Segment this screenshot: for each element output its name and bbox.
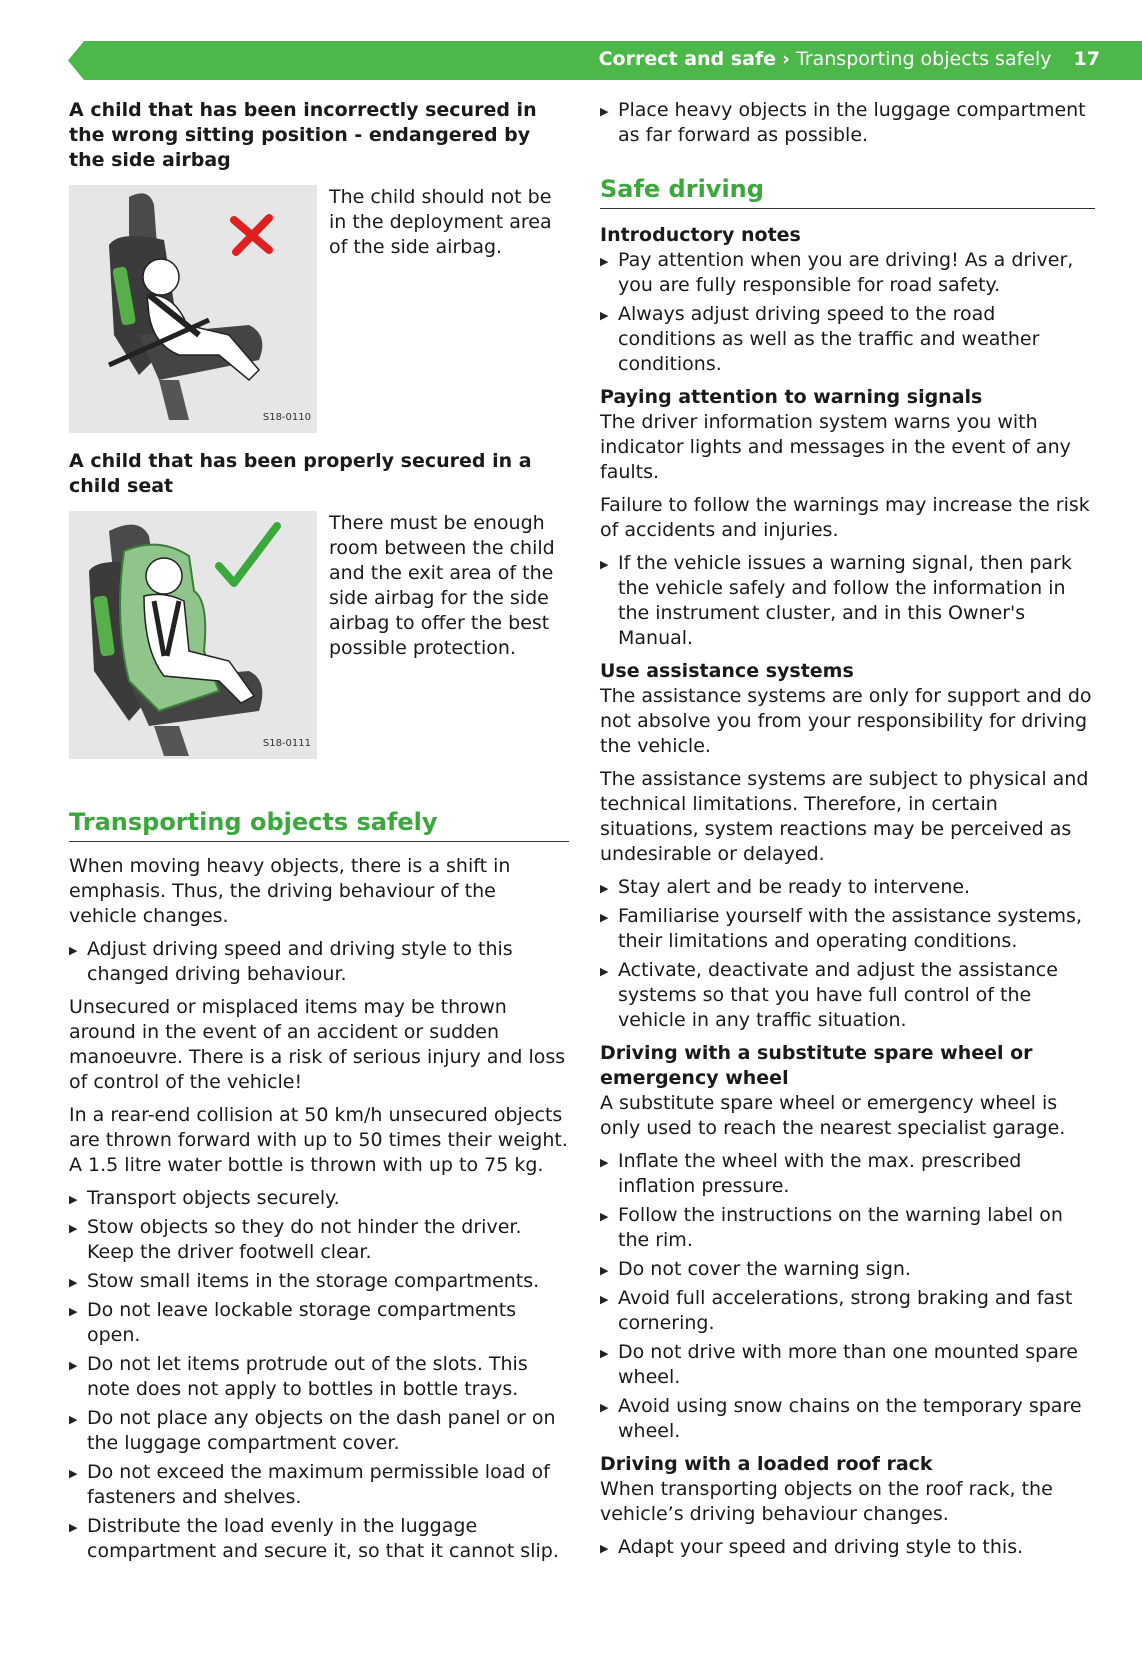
incorrect-child-seating-illustration [69,185,317,433]
list-item: ▶ Stow objects so they do not hinder the driver. Keep the driver footwell clear. [69,1215,569,1265]
list-item: ▶ If the vehicle issues a warning signal, then park the vehicle safely and follow the information in the instrument cluster, and in this Owner's Manual. [600,551,1095,651]
figure1-block [69,185,569,433]
figure2-caption: There must be enough room between the child and the exit area of the side airbag for the side airbag to offer the best possible protection. [329,512,555,659]
roof-heading: Driving with a loaded roof rack [600,1453,933,1475]
list-item: ▶ Always adjust driving speed to the road conditions as well as the traffic and weather conditions. [600,302,1095,377]
correct-child-seat-illustration [69,511,317,759]
header-section: Correct and safe [598,48,777,70]
transport-risk: Unsecured or misplaced items may be thrown around in the event of an accident or sudden manoeuvre. There is a risk of serious injury and loss of control of the vehicle! [69,996,566,1093]
list-item: ▶ Activate, deactivate and adjust the assistance systems so that you have full control of the vehicle in any traffic situation. [600,958,1095,1033]
assist-p1: The assistance systems are only for support and do not absolve you from your responsibility for driving the vehicle. [600,685,1092,757]
figure2-title: A child that has been properly secured in a child seat [69,450,532,497]
roof-p1: When transporting objects on the roof rack, the vehicle’s driving behaviour changes. [600,1478,1053,1525]
list-item: ▶ Do not leave lockable storage compartments open. [69,1298,569,1348]
intro-bullets [600,248,1095,377]
figure2-image [69,511,317,759]
figure1-title: A child that has been incorrectly secured in the wrong sitting position - endangered by the side airbag [69,99,537,171]
intro-heading: Introductory notes [600,224,801,246]
assist-bullets [600,875,1095,1033]
list-item: ▶ Stay alert and be ready to intervene. [600,875,1095,900]
list-item: ▶ Familiarise yourself with the assistance systems, their limitations and operating conditions. [600,904,1095,954]
transport-bullets-2 [69,1186,569,1564]
seat-base [159,380,189,420]
child-head [143,259,179,295]
green-check-icon [219,526,277,583]
transport-collision: In a rear-end collision at 50 km/h unsecured objects are thrown forward with up to 50 times their weight. A 1.5 litre water bottle is thrown with up to 75 kg. [69,1104,568,1176]
list-item: ▶ Avoid full accelerations, strong braking and fast cornering. [600,1286,1095,1336]
right-column [600,98,1095,1564]
transport-intro: When moving heavy objects, there is a shift in emphasis. Thus, the driving behaviour of the vehicle changes. [69,855,511,927]
header-separator: › [782,48,790,70]
figure2-block [69,511,569,759]
spare-p1: A substitute spare wheel or emergency wheel is only used to reach the nearest specialist garage. [600,1092,1066,1139]
header-topic: Transporting objects safely [795,48,1052,70]
list-item: ▶ Adapt your speed and driving style to this. [600,1535,1095,1560]
list-item: ▶ Do not exceed the maximum permissible load of fasteners and shelves. [69,1460,569,1510]
figure1-caption: The child should not be in the deployment area of the side airbag. [329,186,552,258]
list-item: ▶ Do not let items protrude out of the slots. This note does not apply to bottles in bottle trays. [69,1352,569,1402]
list-item: ▶ Do not cover the warning sign. [600,1257,1095,1282]
list-item: ▶ Distribute the load evenly in the luggage compartment and secure it, so that it cannot slip. [69,1514,569,1564]
figure-code: S18-0111 [262,738,311,749]
spare-bullets [600,1149,1095,1444]
figure-code: S18-0110 [262,412,311,423]
warning-p2: Failure to follow the warnings may increase the risk of accidents and injuries. [600,494,1090,541]
figure1-image [69,185,317,433]
warning-heading: Paying attention to warning signals [600,386,983,408]
assist-heading: Use assistance systems [600,660,854,682]
list-item: ▶ Pay attention when you are driving! As a driver, you are fully responsible for road safety. [600,248,1095,298]
list-item: ▶ Place heavy objects in the luggage compartment as far forward as possible. [600,98,1095,148]
red-cross-icon [234,218,269,252]
spare-heading: Driving with a substitute spare wheel or emergency wheel [600,1042,1033,1089]
warning-bullets [600,551,1095,651]
list-item: ▶ Inflate the wheel with the max. prescribed inflation pressure. [600,1149,1095,1199]
child-head [146,558,182,594]
transport-section-title: Transporting objects safely [69,807,569,842]
safe-driving-title: Safe driving [600,174,1095,209]
list-item: ▶ Transport objects securely. [69,1186,569,1211]
list-item: ▶ Adjust driving speed and driving style to this changed driving behaviour. [69,937,569,987]
list-item: ▶ Stow small items in the storage compartments. [69,1269,569,1294]
transport-bullets-1 [69,937,569,987]
list-item: ▶ Avoid using snow chains on the temporary spare wheel. [600,1394,1095,1444]
warning-p1: The driver information system warns you with indicator lights and messages in the event of any faults. [600,411,1071,483]
list-item: ▶ Do not drive with more than one mounted spare wheel. [600,1340,1095,1390]
running-header [599,48,1100,70]
top-bullets [600,98,1095,148]
page-number: 17 [1073,48,1100,70]
assist-p2: The assistance systems are subject to physical and technical limitations. Therefore, in certain situations, system reactions may be perceived as undesirable or delayed. [600,768,1089,865]
list-item: ▶ Do not place any objects on the dash panel or on the luggage compartment cover. [69,1406,569,1456]
left-column [69,98,569,1568]
list-item: ▶ Follow the instructions on the warning label on the rim. [600,1203,1095,1253]
roof-bullets [600,1535,1095,1560]
seat-base [154,726,189,756]
